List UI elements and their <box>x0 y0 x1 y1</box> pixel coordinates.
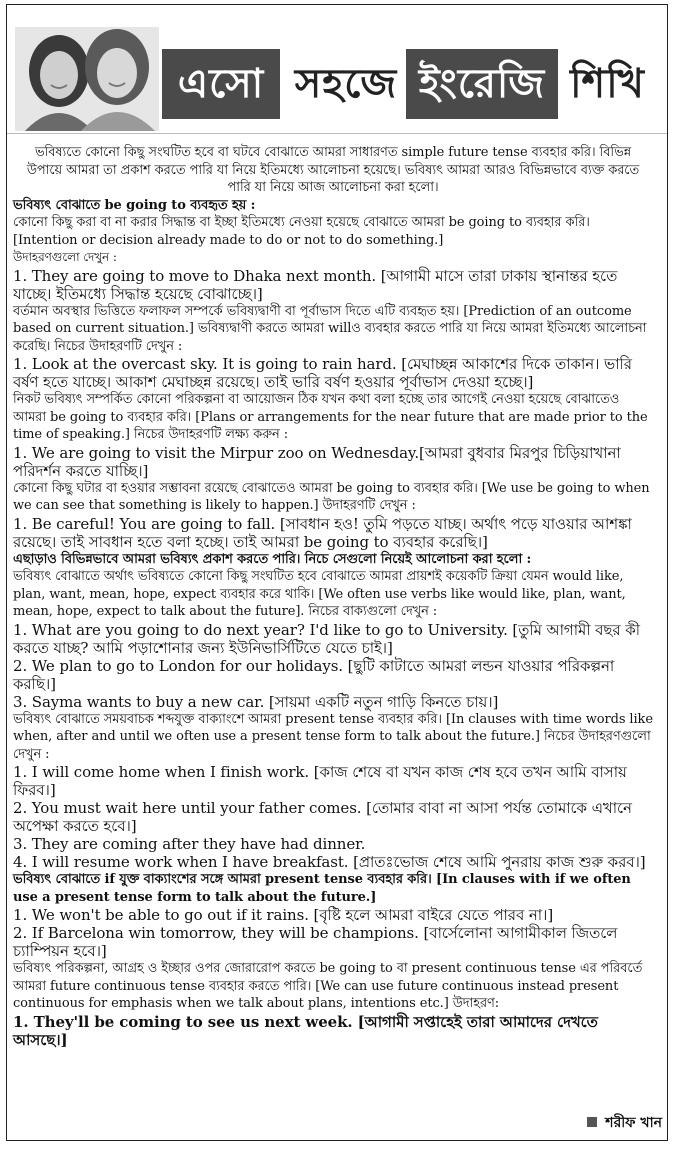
two-women-photo-icon <box>15 27 159 131</box>
example-sentence: 2. If Barcelona win tomorrow, they will be champions. [বার্সেলোনা আগামীকাল জিতলে চ্যাম্পিয়ন হবে।] <box>13 924 618 960</box>
section-heading: ভবিষ্যৎ বোঝাতে if যুক্ত বাক্যাংশের সঙ্গে আমরা present tense ব্যবহার করি। [In clauses with if we often use a present tense form to talk about the future.] <box>13 872 631 905</box>
example-sentence: 1. We won't be able to go out if it rains. [বৃষ্টি হলে আমরা বাইরে যেতে পারব না।] <box>13 906 554 924</box>
title-word-4: শিখি <box>558 49 657 119</box>
author-name: শরীফ খান <box>605 1115 662 1131</box>
section-heading: এছাড়াও বিভিন্নভাবে আমরা ভবিষ্যৎ প্রকাশ করতে পারি। নিচে সেগুলো নিয়েই আলোচনা করা হলো : <box>13 551 532 567</box>
body-paragraph: ভবিষ্যৎ পরিকল্পনা, আগ্রহ ও ইচ্ছার ওপর জোরারোপ করতে be going to বা present continuous tense এর পরিবর্তে আমরা future continuous tense ব্যবহার করতে পারি। [We can use future continuous instead present continuous for emphasis when we talk about plans, intentions etc.] উদাহরণ: <box>13 961 643 1011</box>
body-paragraph: ভবিষ্যৎ বোঝাতে অর্থাৎ ভবিষ্যতে কোনো কিছু সংঘটিত হবে বোঝাতে আমরা প্রায়শই কয়েকটি ক্রিয়া যেমন would like, plan, want, mean, hope, expect ব্যবহার করে থাকি। [We often use verbs like would like, plan, want, mean, hope, expect to talk about the future]. নিচের বাক্যগুলো দেখুন : <box>13 569 626 619</box>
example-sentence: 1. I will come home when I finish work. [কাজ শেষে বা যখন কাজ শেষ হবে তখন আমি বাসায় ফিরব।] <box>13 763 627 799</box>
title-word-2: সহজে <box>286 49 406 119</box>
body-paragraph: ভবিষ্যৎ বোঝাতে সময়বাচক শব্দযুক্ত বাক্যাংশে আমরা present tense ব্যবহার করি। [In clauses with time words like when, after and until we often use a present tense form to talk about the future.] নিচের উদাহরণগুলো দেখুন : <box>13 711 653 762</box>
body-paragraph: বর্তমান অবস্থার ভিত্তিতে ফলাফল সম্পর্কে ভবিষ্যদ্বাণী বা পূর্বাভাস দিতে এটি ব্যবহৃত হয়। [Prediction of an outcome based on current situation.] ভবিষ্যদ্বাণী করতে আমরা willও ব্যবহার করতে পারি যা নিয়ে আমরা ইতিমধ্যে আলোচনা করেছি। নিচের উদাহরণটি দেখুন : <box>13 303 647 354</box>
body-paragraph: কোনো কিছু ঘটার বা হওয়ার সম্ভাবনা রয়েছে বোঝাতেও আমরা be going to ব্যবহার করি। [We use be going to when we can see that something is likely to happen.] উদাহরণটি দেখুন : <box>13 480 650 513</box>
article-body <box>13 144 653 1049</box>
example-sentence: 1. We are going to visit the Mirpur zoo on Wednesday.[আমরা বুধবার মিরপুর চিড়িয়াখানা পরিদর্শন করতে যাচ্ছি।] <box>13 443 621 480</box>
title-word-1: এসো <box>162 49 280 119</box>
example-sentence: 1. Look at the overcast sky. It is going to rain hard. [মেঘাচ্ছন্ন আকাশের দিকে তাকান। ভারি বর্ষণ হতে যাচ্ছে। আকাশ মেঘাচ্ছন্ন রয়েছে। তাই ভারি বর্ষণ হওয়ার পূর্বাভাস দেওয়া হচ্ছে।] <box>13 355 632 391</box>
header-photo <box>15 27 159 131</box>
example-sentence: 2. You must wait here until your father comes. [তোমার বাবা না আসা পর্যন্ত তোমাকে এখানে অপেক্ষা করতে হবে।] <box>13 799 632 835</box>
example-sentence: 1. They'll be coming to see us next week. [আগামী সপ্তাহেই তারা আমাদের দেখতে আসছে।] <box>13 1012 598 1049</box>
title-banner <box>162 49 657 119</box>
example-sentence: 1. They are going to move to Dhaka next month. [আগামী মাসে তারা ঢাকায় স্থানান্তর হতে যাচ্ছে। ইতিমধ্যে সিদ্ধান্ত হয়েছে বোঝাচ্ছে।] <box>13 266 618 303</box>
body-paragraph: নিকট ভবিষ্যৎ সম্পর্কিত কোনো পরিকল্পনা বা আয়োজন ঠিক যখন কথা বলা হচ্ছে তার আগেই নেওয়া হয়েছে বোঝাতেও আমরা be going to ব্যবহার করি। [Plans or arrangements for the near future that are made prior to the time of speaking.] নিচের উদাহরণটি লক্ষ্য করুন : <box>13 392 648 442</box>
square-bullet-icon <box>587 1117 597 1127</box>
article-header <box>7 5 667 134</box>
intro-paragraph: ভবিষ্যতে কোনো কিছু সংঘটিত হবে বা ঘটবে বোঝাতে আমরা সাধারণত simple future tense ব্যবহার করি। বিভিন্ন উপায়ে আমরা তা প্রকাশ করতে পারি যা নিয়ে ইতিমধ্যে আলোচনা হয়েছে। ভবিষ্যৎ আমরা আরও বিভিন্নভাবে ব্যক্ত করতে পারি যা নিয়ে আজ আলোচনা করা হলো। <box>26 145 640 195</box>
example-sentence: 3. Sayma wants to buy a new car. [সায়মা একটি নতুন গাড়ি কিনতে চায়।] <box>13 692 499 711</box>
author-byline <box>587 1111 662 1135</box>
example-sentence: 1. Be careful! You are going to fall. [সাবধান হও! তুমি পড়তে যাচ্ছ। অর্থাৎ পড়ে যাওয়ার আশঙ্কা রয়েছে। তাই সাবধান হতে বলা হচ্ছে। তাই আমরা be going to ব্যবহার করেছি।] <box>13 514 632 551</box>
example-sentence: 3. They are coming after they have had dinner. <box>13 835 366 853</box>
section-heading: ভবিষ্যৎ বোঝাতে be going to ব্যবহৃত হয় : <box>13 197 256 213</box>
body-paragraph: কোনো কিছু করা বা না করার সিদ্ধান্ত বা ইচ্ছা ইতিমধ্যে নেওয়া হয়েছে বোঝাতে আমরা be going to ব্যবহার করি। [Intention or decision already made to do or not to do something.] <box>13 215 590 248</box>
example-label: উদাহরণগুলো দেখুন : <box>13 250 117 264</box>
title-word-3: ইংরেজি <box>406 49 558 119</box>
example-sentence: 4. I will resume work when I have breakfast. [প্রাতঃভোজ শেষে আমি পুনরায় কাজ শুরু করব।] <box>13 853 646 871</box>
example-sentence: 2. We plan to go to London for our holidays. [ছুটি কাটাতে আমরা লন্ডন যাওয়ার পরিকল্পনা করছি।] <box>13 656 615 693</box>
example-sentence: 1. What are you going to do next year? I'd like to go to University. [তুমি আগামী বছর কী করতে যাচ্ছ? আমি পড়াশোনার জন্য ইউনিভার্সিটিতে যেতে চাই।] <box>13 620 640 657</box>
